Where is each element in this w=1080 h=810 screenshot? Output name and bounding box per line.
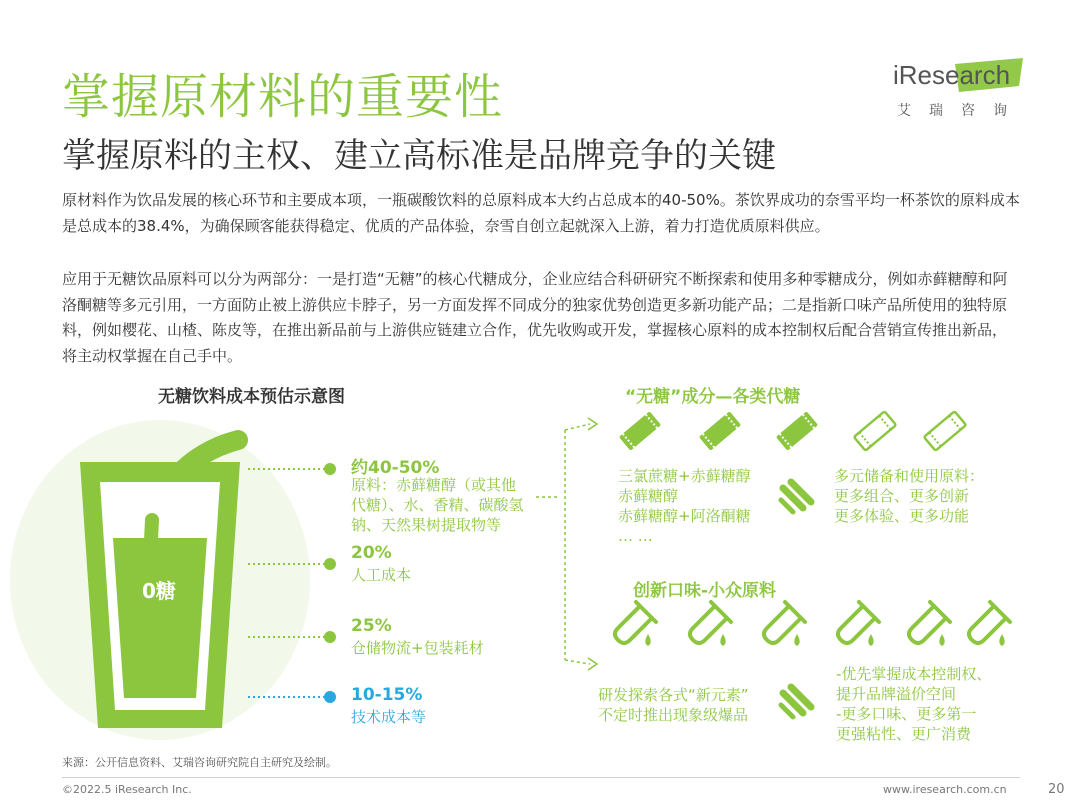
cup-liquid (113, 538, 207, 698)
transform-arrow-icon-2 (781, 687, 811, 717)
cost-item-4-percent: 10-15% (351, 685, 423, 705)
cost-item-1-desc: 原料：赤藓糖醇（或其他代糖）、水、香精、碳酸氢钠、天然果树提取物等 (351, 476, 524, 534)
sugar-benefit: 更多体验、更多功能 (834, 507, 970, 525)
sugar-item: 赤藓糖醇+阿洛酮糖 (618, 507, 751, 525)
logo-brand-cn: 艾瑞咨询 (897, 103, 1025, 119)
copyright: ©2022.5 iResearch Inc. (62, 783, 192, 796)
flavor-item: 研发探索各式“新元素” (598, 686, 749, 704)
cup-label: 0糖 (142, 579, 176, 603)
cost-item-1-percent: 约40-50% (351, 458, 440, 478)
cost-item-4-desc: 技术成本等 (351, 708, 427, 726)
transform-arrow-icon (781, 482, 811, 512)
sugar-item: 赤藓糖醇 (618, 487, 679, 505)
page-subtitle: 掌握原料的主权、建立高标准是品牌竞争的关键 (62, 136, 776, 176)
sugar-benefit: 更多组合、更多创新 (834, 487, 970, 505)
sugar-item: 三氯蔗糖+赤藓糖醇 (618, 467, 751, 485)
test-tube-icons (615, 602, 1010, 646)
sugar-packet-icons (619, 411, 966, 451)
flavor-benefit: -优先掌握成本控制权、 (836, 665, 992, 683)
logo-brand: iResearch (893, 60, 1011, 90)
sugar-item: … … (618, 527, 653, 545)
sugar-section-title: “无糖”成分—各类代糖 (625, 387, 801, 407)
sugar-benefit: 多元储备和使用原料： (834, 467, 985, 485)
page-number: 20 (1048, 782, 1065, 797)
flavor-benefit: 提升品牌溢价空间 (836, 685, 957, 703)
cost-item-3-desc: 仓储物流+包装耗材 (351, 639, 484, 657)
body-paragraph-1: 原材料作为饮品发展的核心环节和主要成本项，一瓶碳酸饮料的总原料成本大约占总成本的40-50%。茶饮界成功的奈雪平均一杯茶饮的原料成本是总成本的38.4%，为确保顾客能获得稳定、优质的产品体验，奈雪自创立起就深入上游，着力打造优质原料供应。 (62, 191, 1020, 235)
cost-item-2-percent: 20% (351, 543, 392, 563)
flavor-benefit: -更多口味、更多第一 (836, 705, 977, 723)
flavor-benefit: 更强粘性、更广消费 (836, 725, 972, 743)
section-bracket (536, 424, 590, 664)
footer-divider (62, 777, 1020, 778)
page-title: 掌握原材料的重要性 (62, 69, 504, 125)
diagram-title: 无糖饮料成本预估示意图 (158, 387, 345, 407)
cost-item-3-percent: 25% (351, 616, 392, 636)
body-paragraph-2: 应用于无糖饮品原料可以分为两部分：一是打造“无糖”的核心代糖成分，企业应结合科研研究不断探索和使用多种零糖成分，例如赤藓糖醇和阿洛酮糖等多元引用，一方面防止被上游供应卡脖子，另一方面发挥不同成分的独家优势创造更多新功能产品；二是指新口味产品所使用的独特原料，例如樱花、山楂、陈皮等，在推出新品前与上游供应链建立合作，优先收购或开发，掌握核心原料的成本控制权后配合营销宣传推出新品，将主动权掌握在自己手中。 (62, 270, 1008, 365)
source-note: 来源：公开信息资料、艾瑞咨询研究院自主研究及绘制。 (62, 756, 337, 769)
flavor-item: 不定时推出现象级爆品 (598, 706, 749, 724)
website-link[interactable]: www.iresearch.com.cn (883, 783, 1007, 796)
cost-item-2-desc: 人工成本 (351, 566, 412, 584)
flavor-section-title: 创新口味-小众原料 (633, 581, 777, 601)
